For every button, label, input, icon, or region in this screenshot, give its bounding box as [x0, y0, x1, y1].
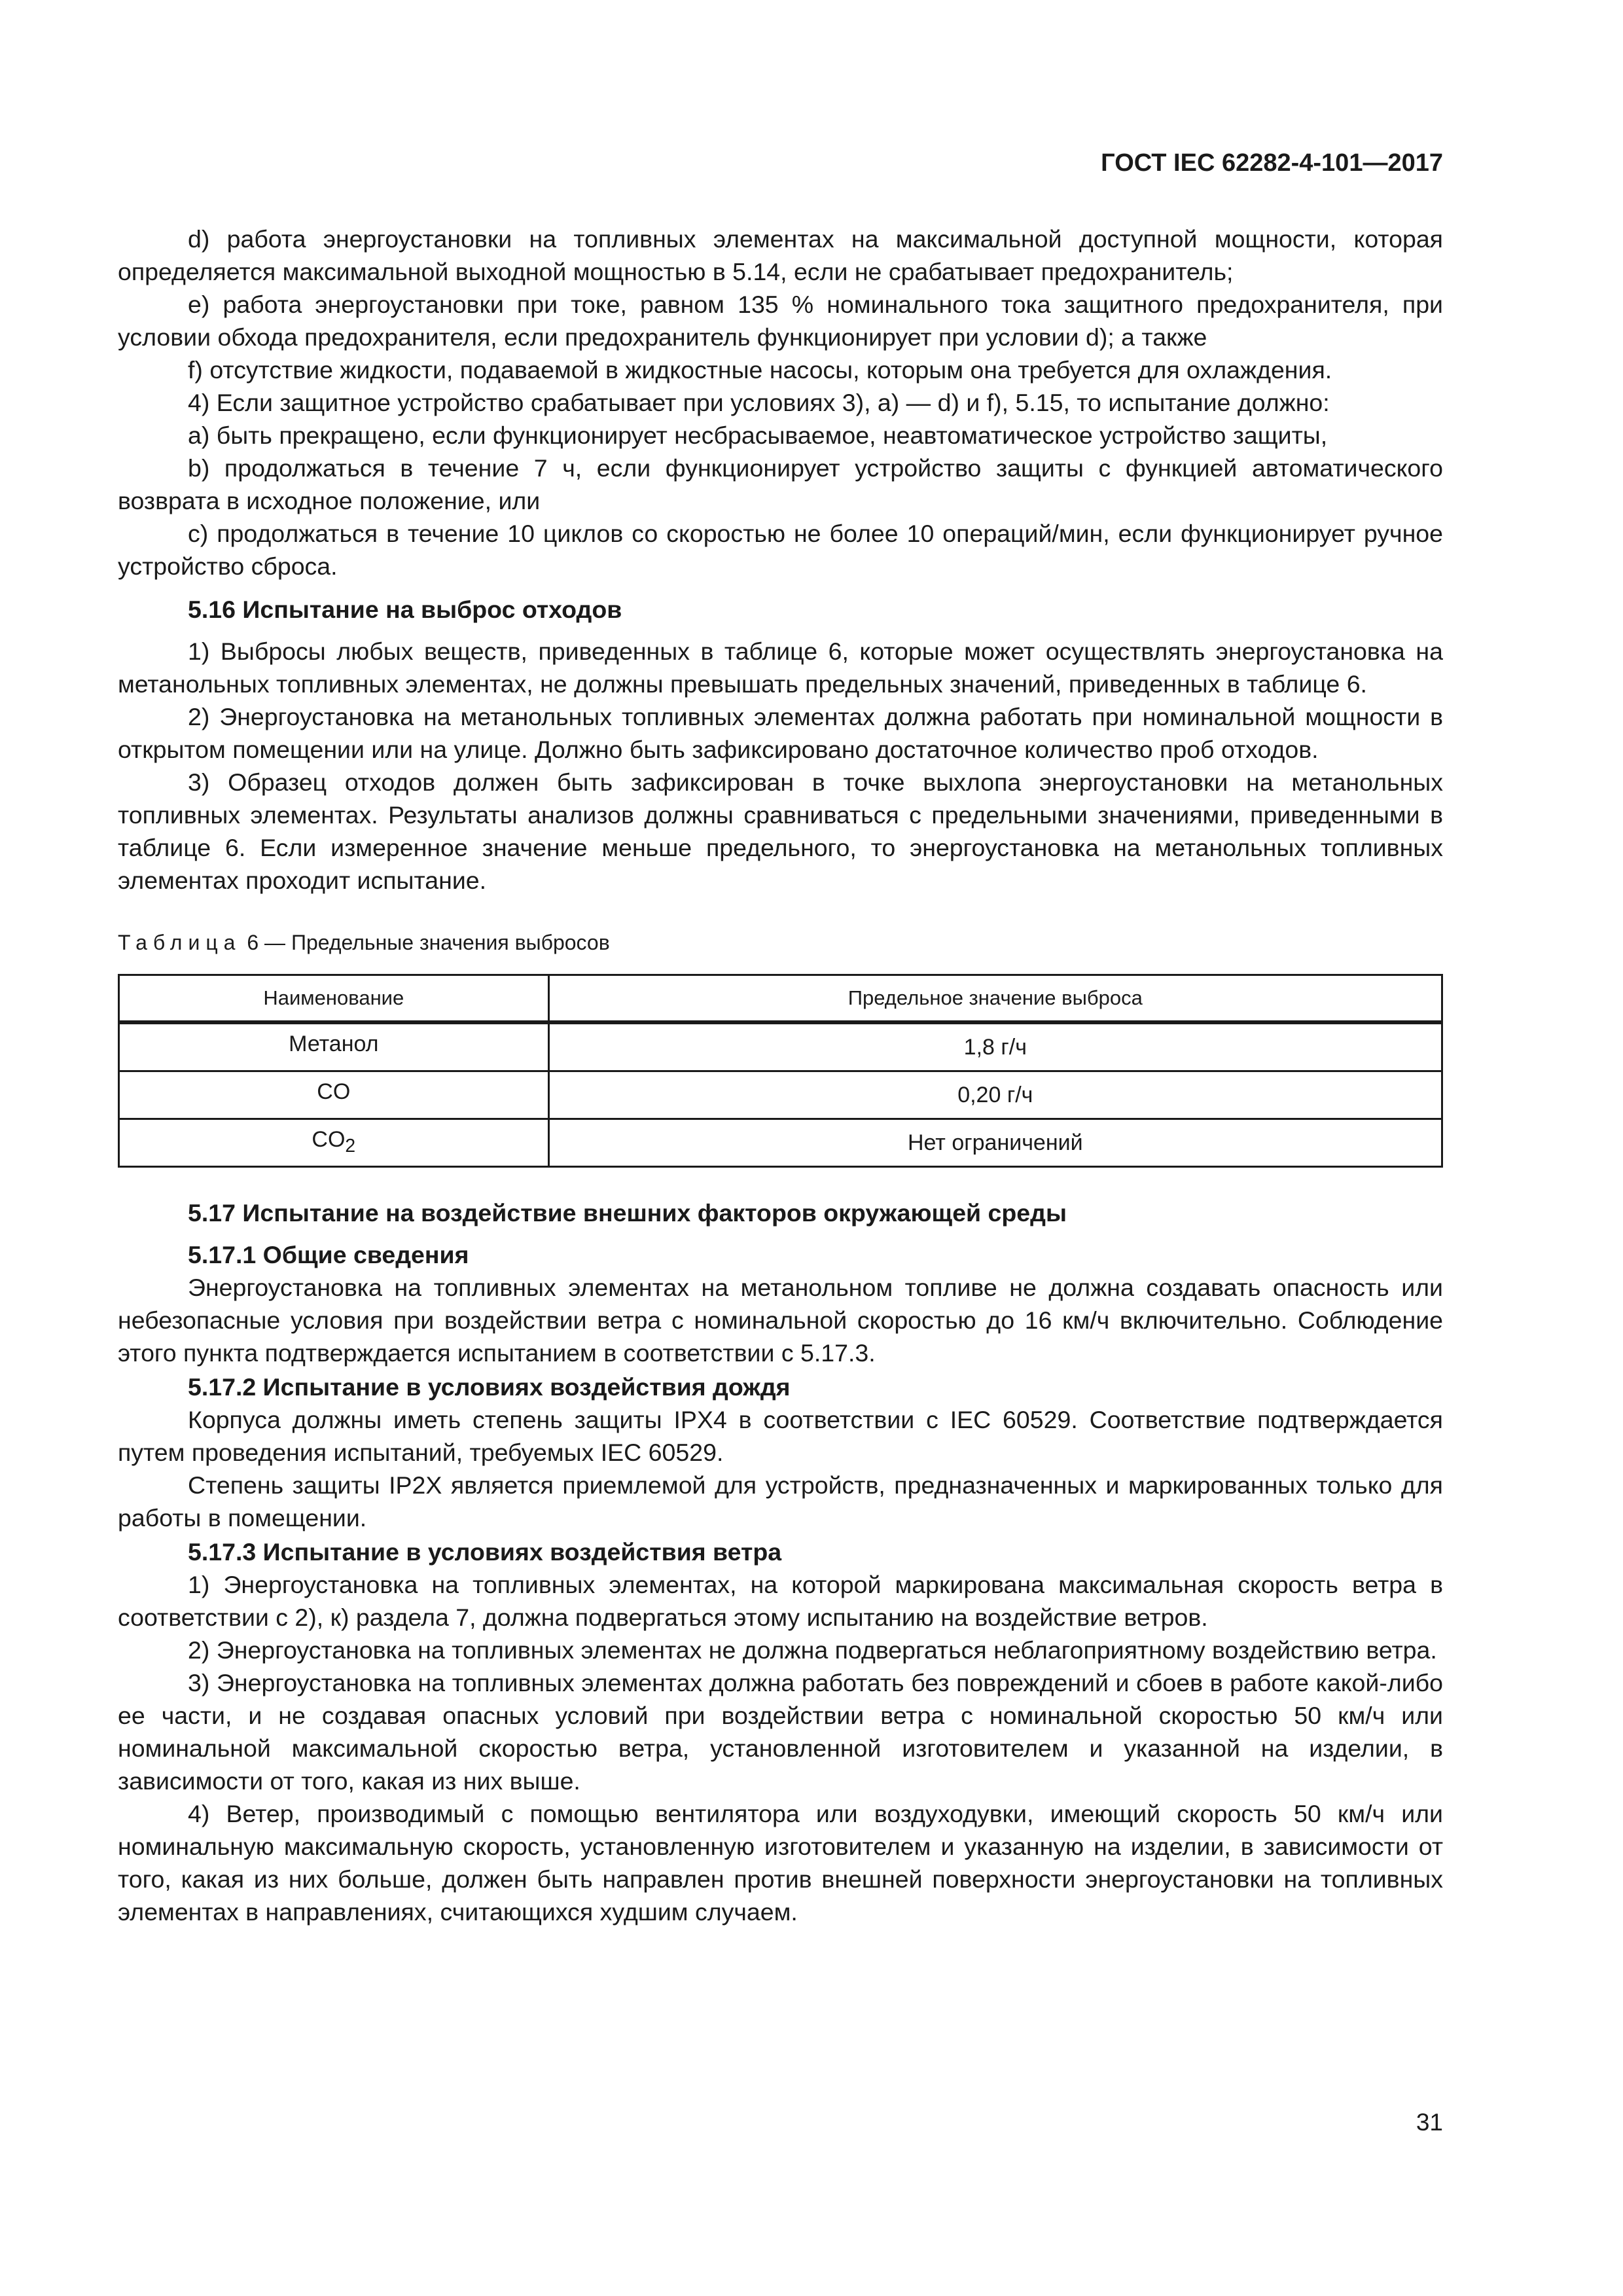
column-header-limit: Предельное значение выброса	[548, 975, 1442, 1023]
section-heading-5-17: 5.17 Испытание на воздействие внешних факторов окружающей среды	[188, 1199, 1067, 1227]
table-caption	[118, 928, 1443, 957]
table-caption-title: 6 — Предельные значения выбросов	[241, 931, 610, 954]
paragraph: 3) Энергоустановка на топливных элементах должна работать без повреждений и сбоев в работе какой-либо ее части, и не создавая опасных условий при воздействии ветра с номинальной скоростью 50 км/ч или номинальной максимальной скоростью ветра, установленной изготовителем и указанной на изделии, в зависимости от того, какая из них выше.	[118, 1669, 1443, 1795]
paragraph: 4) Если защитное устройство срабатывает при условиях 3), а) — d) и f), 5.15, то испытание должно:	[188, 389, 1330, 416]
cell-name	[119, 1119, 549, 1167]
paragraph: 2) Энергоустановка на топливных элементах не должна подвергаться неблагоприятному воздействию ветра.	[188, 1636, 1437, 1664]
table-row	[119, 1022, 1442, 1071]
paragraph: Степень защиты IP2X является приемлемой для устройств, предназначенных и маркированных только для работы в помещении.	[118, 1471, 1443, 1532]
page-body	[118, 223, 1443, 1928]
table-caption-word: Таблица	[118, 931, 241, 954]
paragraph: 3) Образец отходов должен быть зафиксирован в точке выхлопа энергоустановки на метанольных топливных элементах. Результаты анализов должны сравниваться с предельными значениями, приведенными в таблице 6. Если измеренное значение меньше предельного, то энергоустановка на метанольных топливных элементах проходит испытание.	[118, 768, 1443, 894]
cell-limit: Нет ограничений	[548, 1119, 1442, 1167]
paragraph: 4) Ветер, производимый с помощью вентилятора или воздуходувки, имеющий скорость 50 км/ч или номинальную максимальную скорость, установленную изготовителем и указанную на изделии, в зависимости от того, какая из них больше, должен быть направлен против внешней поверхности энергоустановки на топливных элементах в направлениях, считающихся худшим случаем.	[118, 1800, 1443, 1926]
subsection-heading-5-17-1: 5.17.1 Общие сведения	[188, 1241, 469, 1268]
paragraph: 2) Энергоустановка на метанольных топливных элементах должна работать при номинальной мощности в открытом помещении или на улице. Должно быть зафиксировано достаточное количество проб отходов.	[118, 703, 1443, 763]
table-row	[119, 1119, 1442, 1167]
paragraph: Энергоустановка на топливных элементах на метанольном топливе не должна создавать опасность или небезопасные условия при воздействии ветра с номинальной скоростью до 16 км/ч включительно. Соблюдение этого пункта подтверждается испытанием в соответствии с 5.17.3.	[118, 1274, 1443, 1367]
cell-name	[119, 1071, 549, 1119]
page-number: 31	[1416, 2109, 1443, 2136]
table-row	[119, 1071, 1442, 1119]
cell-name	[119, 1022, 549, 1071]
emissions-table	[118, 974, 1443, 1168]
substance-name: CO	[312, 1127, 346, 1153]
paragraph: 1) Выбросы любых веществ, приведенных в таблице 6, которые может осуществлять энергоустановка на метанольных топливных элементах, не должны превышать предельных значений, приведенных в таблице 6.	[118, 637, 1443, 698]
paragraph: Корпуса должны иметь степень защиты IPX4 в соответствии с IEC 60529. Соответствие подтверждается путем проведения испытаний, требуемых IEC 60529.	[118, 1406, 1443, 1466]
paragraph: d) работа энергоустановки на топливных элементах на максимальной доступной мощности, которая определяется максимальной выходной мощностью в 5.14, если не срабатывает предохранитель;	[118, 225, 1443, 285]
paragraph: 1) Энергоустановка на топливных элементах, на которой маркирована максимальная скорость ветра в соответствии с 2), к) раздела 7, должна подвергаться этому испытанию на воздействие ветров.	[118, 1571, 1443, 1631]
subsection-heading-5-17-2: 5.17.2 Испытание в условиях воздействия дождя	[188, 1373, 791, 1401]
substance-name: Метанол	[289, 1031, 379, 1057]
paragraph: e) работа энергоустановки при токе, равном 135 % номинального тока защитного предохранителя, при условии обхода предохранителя, если предохранитель функционирует при условии d); а также	[118, 291, 1443, 351]
paragraph: a) быть прекращено, если функционирует несбрасываемое, неавтоматическое устройство защиты,	[188, 422, 1328, 449]
paragraph: f) отсутствие жидкости, подаваемой в жидкостные насосы, которым она требуется для охлаждения.	[188, 356, 1332, 384]
table-header-row	[119, 975, 1442, 1023]
substance-name: CO	[317, 1079, 351, 1105]
substance-subscript: 2	[345, 1135, 356, 1157]
column-header-name: Наименование	[119, 975, 549, 1023]
cell-limit: 0,20 г/ч	[548, 1071, 1442, 1119]
cell-limit: 1,8 г/ч	[548, 1022, 1442, 1071]
paragraph: c) продолжаться в течение 10 циклов со скоростью не более 10 операций/мин, если функционирует ручное устройство сброса.	[118, 520, 1443, 580]
document-header: ГОСТ IEC 62282-4-101—2017	[1101, 149, 1443, 177]
section-heading-5-16: 5.16 Испытание на выброс отходов	[188, 596, 622, 623]
subsection-heading-5-17-3: 5.17.3 Испытание в условиях воздействия ветра	[188, 1538, 782, 1566]
paragraph: b) продолжаться в течение 7 ч, если функционирует устройство защиты с функцией автоматического возврата в исходное положение, или	[118, 454, 1443, 514]
